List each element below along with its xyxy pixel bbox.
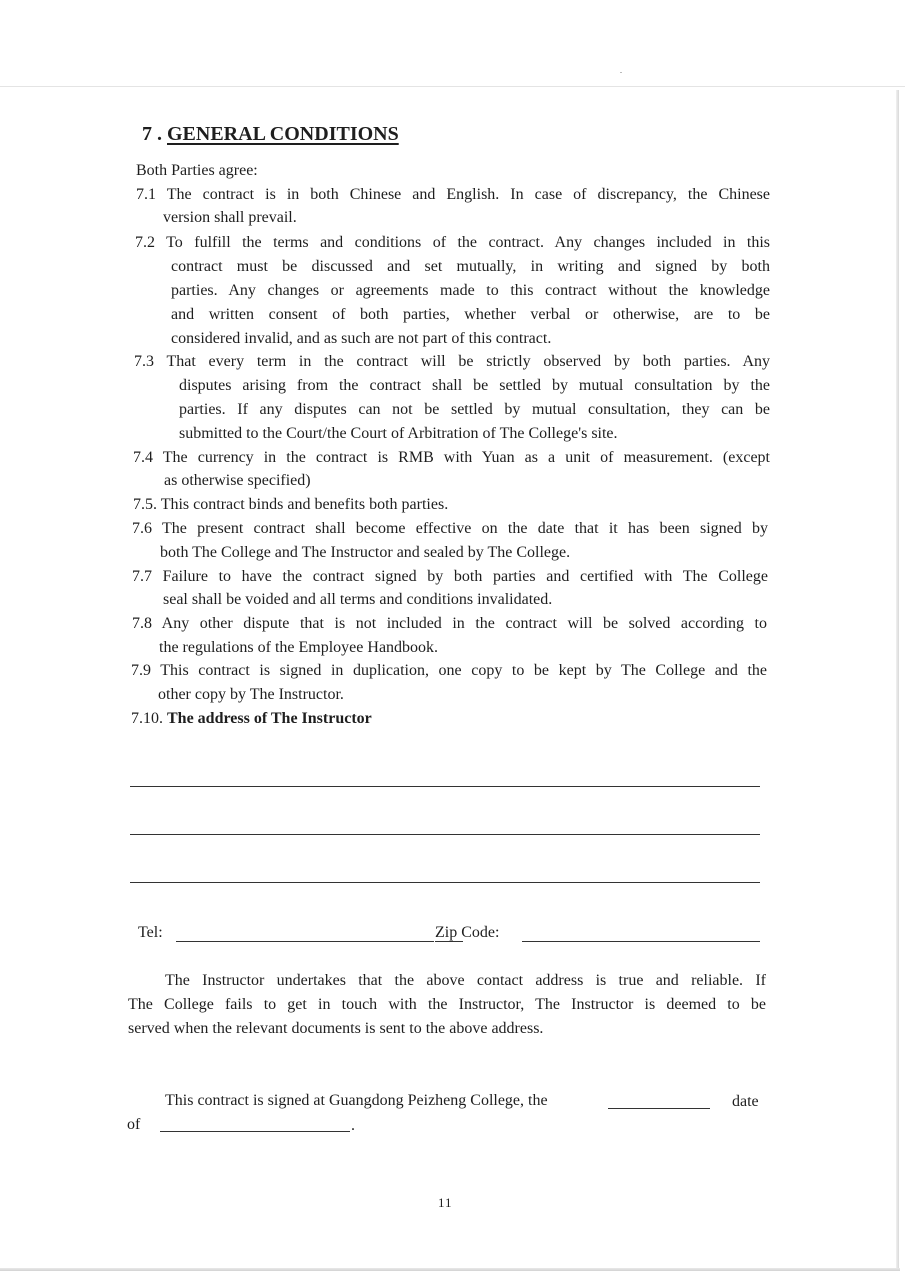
clause-7-7-line-2: seal shall be voided and all terms and conditions invalidated. <box>163 591 553 608</box>
zip-code-label: Zip Code: <box>435 924 500 941</box>
clause-7-5-line-1: 7.5. This contract binds and benefits both parties. <box>133 496 449 513</box>
clause-7-2-line-4: and written consent of both parties, whether verbal or otherwise, are to be <box>171 306 770 323</box>
clause-7-2-line-3: parties. Any changes or agreements made to this contract without the knowledge <box>171 282 770 299</box>
signing-day-blank[interactable] <box>608 1108 710 1109</box>
zip-code-blank[interactable] <box>522 941 760 942</box>
scan-right-edge <box>896 90 899 1270</box>
clause-7-8-line-1: 7.8 Any other dispute that is not included in the contract will be solved according to <box>132 615 767 632</box>
signing-end-mark: . <box>351 1117 355 1134</box>
clause-7-1-line-2: version shall prevail. <box>163 209 297 226</box>
clause-7-9-line-2: other copy by The Instructor. <box>158 686 344 703</box>
signing-date-word: date <box>732 1093 759 1110</box>
zip-label-underline <box>435 941 463 942</box>
clause-7-10 <box>131 708 372 730</box>
section-title: GENERAL CONDITIONS <box>167 123 399 145</box>
clause-7-9-line-1: 7.9 This contract is signed in duplication, one copy to be kept by The College and the <box>131 662 767 679</box>
tel-blank[interactable] <box>176 941 434 942</box>
address-line-2[interactable] <box>130 834 760 835</box>
page-number: 11 <box>438 1195 453 1210</box>
clause-7-10-label: The address of The Instructor <box>167 710 372 727</box>
clause-7-6-line-1: 7.6 The present contract shall become effective on the date that it has been signed by <box>132 520 768 537</box>
clause-7-4-line-2: as otherwise specified) <box>164 472 311 489</box>
intro-text: Both Parties agree: <box>136 162 258 179</box>
clause-7-3-line-4: submitted to the Court/the Court of Arbitration of The College's site. <box>179 425 618 442</box>
undertaking-line-2: The College fails to get in touch with the Instructor, The Instructor is deemed to be <box>128 996 766 1013</box>
scan-speck <box>620 72 622 73</box>
clause-7-4-line-1: 7.4 The currency in the contract is RMB with Yuan as a unit of measurement. (except <box>133 449 770 466</box>
clause-7-3-line-2: disputes arising from the contract shall be settled by mutual consultation by the <box>179 377 770 394</box>
clause-7-6-line-2: both The College and The Instructor and sealed by The College. <box>160 544 571 561</box>
clause-7-2-line-1: 7.2 To fulfill the terms and conditions of the contract. Any changes included in this <box>135 234 770 251</box>
address-line-3[interactable] <box>130 882 760 883</box>
scan-top-rule <box>0 86 905 87</box>
tel-label: Tel: <box>138 924 163 941</box>
address-line-1[interactable] <box>130 786 760 787</box>
clause-7-2-line-5: considered invalid, and as such are not part of this contract. <box>171 330 552 347</box>
clause-7-7-line-1: 7.7 Failure to have the contract signed by both parties and certified with The College <box>132 568 768 585</box>
clause-7-3-line-1: 7.3 That every term in the contract will be strictly observed by both parties. Any <box>134 353 770 370</box>
undertaking-line-1: The Instructor undertakes that the above contact address is true and reliable. If <box>165 972 766 989</box>
clause-7-2-line-2: contract must be discussed and set mutually, in writing and signed by both <box>171 258 770 275</box>
signing-text: This contract is signed at Guangdong Peizheng College, the <box>165 1092 548 1109</box>
clause-7-3-line-3: parties. If any disputes can not be settled by mutual consultation, they can be <box>179 401 770 418</box>
signing-of-word: of <box>127 1116 141 1133</box>
clause-7-8-line-2: the regulations of the Employee Handbook. <box>159 639 439 656</box>
signing-month-blank[interactable] <box>160 1131 350 1132</box>
scan-bottom-edge <box>0 1268 900 1271</box>
section-number: 7 . <box>142 123 162 145</box>
section-heading <box>142 120 399 148</box>
undertaking-line-3: served when the relevant documents is sent to the above address. <box>128 1020 544 1037</box>
clause-7-10-number: 7.10. <box>131 710 163 727</box>
clause-7-1-line-1: 7.1 The contract is in both Chinese and English. In case of discrepancy, the Chinese <box>136 186 770 203</box>
